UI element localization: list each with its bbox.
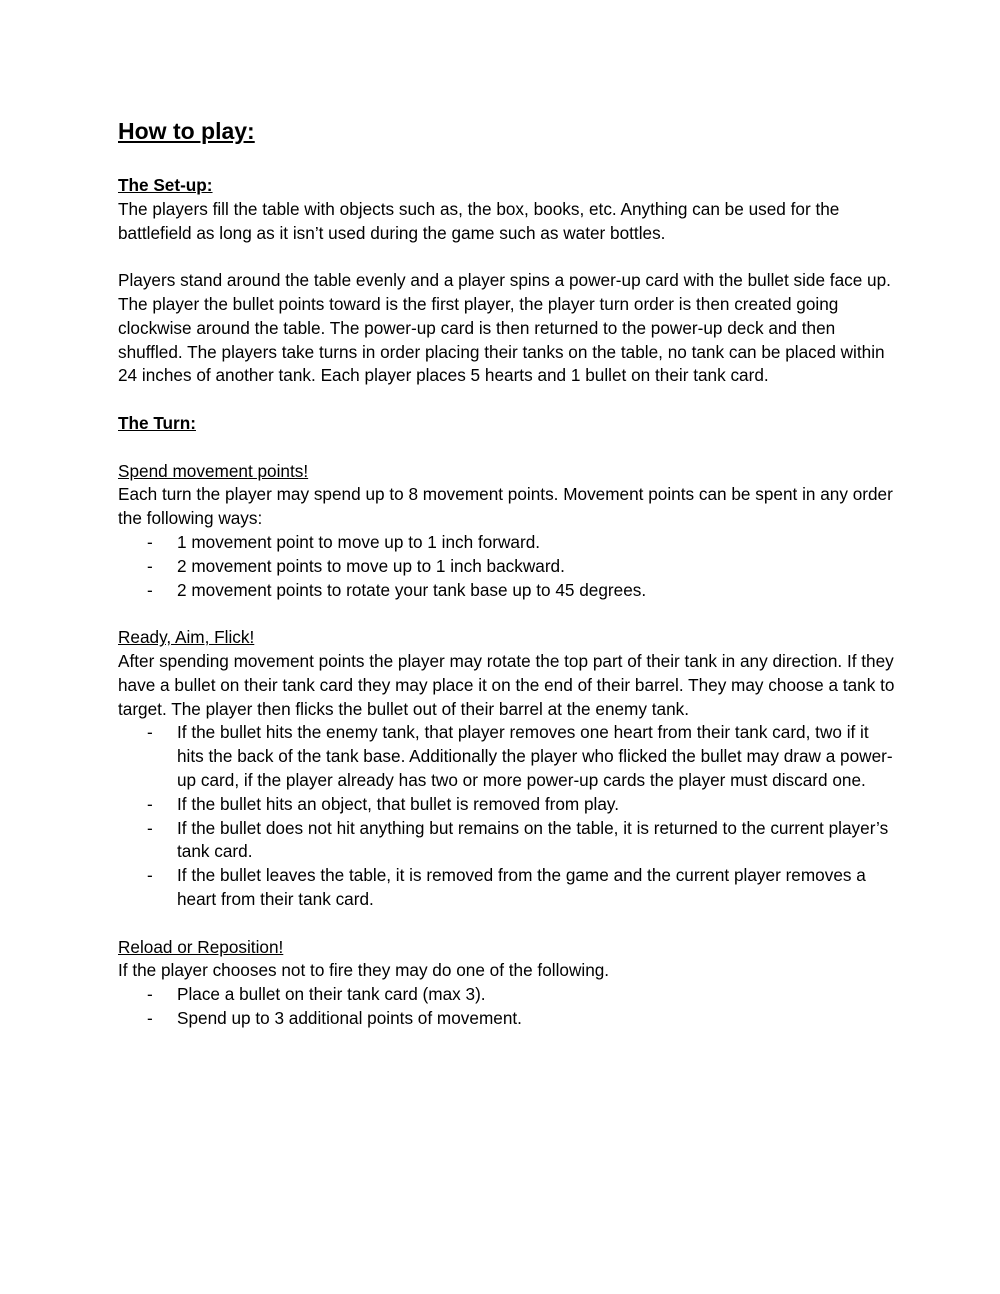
page-title: How to play: — [118, 118, 255, 144]
reload-intro: If the player chooses not to fire they may do one of the following. — [118, 960, 610, 981]
list-item — [118, 983, 898, 1007]
document-content — [118, 116, 898, 1031]
list-item — [118, 579, 898, 603]
movement-heading: Spend movement points! — [118, 460, 309, 481]
bullet-dash: - — [147, 817, 153, 838]
list-item — [118, 1007, 898, 1031]
flick-list — [118, 721, 898, 911]
list-item — [118, 793, 898, 817]
bullet-dash: - — [147, 984, 153, 1005]
flick-intro: After spending movement points the player may rotate the top part of their tank in any direction. If they have a bullet on their tank card they may place it on the end of their barrel. They may choose a tank to target. The player then flicks the bullet out of their barrel at the enemy tank. — [118, 650, 895, 719]
bullet-dash: - — [147, 579, 153, 600]
bullet-dash: - — [147, 555, 153, 576]
setup-paragraph-2: Players stand around the table evenly and a player spins a power-up card with the bullet side face up. The player the bullet points toward is the first player, the player turn order is then created going clockwise around the table. The power-up card is then returned to the power-up deck and then shuffled. The players take turns in order placing their tanks on the table, no tank can be placed within 24 inches of another tank. Each player places 5 hearts and 1 bullet on their tank card. — [118, 270, 891, 386]
list-item-text: Place a bullet on their tank card (max 3). — [177, 984, 486, 1005]
movement-list — [118, 531, 898, 602]
reload-list — [118, 983, 898, 1031]
list-item-text: If the bullet hits an object, that bullet is removed from play. — [177, 793, 620, 814]
list-item — [118, 817, 898, 865]
setup-heading: The Set-up: — [118, 175, 213, 195]
bullet-dash: - — [147, 531, 153, 552]
turn-heading: The Turn: — [118, 412, 196, 433]
list-item-text: 2 movement points to move up to 1 inch backward. — [177, 555, 565, 576]
list-item — [118, 531, 898, 555]
list-item-text: 2 movement points to rotate your tank base up to 45 degrees. — [177, 579, 647, 600]
bullet-dash: - — [147, 722, 153, 743]
bullet-dash: - — [147, 865, 153, 886]
list-item-text: If the bullet hits the enemy tank, that player removes one heart from their tank card, two if it hits the back of the tank base. Additionally the player who flicked the bullet may draw a power-up card, if the player already has two or more power-up cards the player must discard one. — [177, 722, 893, 790]
bullet-dash: - — [147, 793, 153, 814]
bullet-dash: - — [147, 1007, 153, 1028]
list-item-text: If the bullet leaves the table, it is removed from the game and the current player removes a heart from their tank card. — [177, 865, 866, 909]
reload-heading: Reload or Reposition! — [118, 936, 284, 957]
list-item — [118, 864, 898, 912]
movement-intro: Each turn the player may spend up to 8 movement points. Movement points can be spent in any order the following ways: — [118, 484, 893, 529]
flick-heading: Ready, Aim, Flick! — [118, 627, 255, 648]
setup-paragraph-1: The players fill the table with objects such as, the box, books, etc. Anything can be used for the battlefield as long as it isn’t used during the game such as water bottles. — [118, 198, 840, 243]
list-item-text: Spend up to 3 additional points of movement. — [177, 1007, 522, 1028]
list-item — [118, 555, 898, 579]
list-item-text: 1 movement point to move up to 1 inch forward. — [177, 531, 541, 552]
list-item — [118, 721, 898, 792]
list-item-text: If the bullet does not hit anything but remains on the table, it is returned to the current player’s tank card. — [177, 817, 889, 862]
